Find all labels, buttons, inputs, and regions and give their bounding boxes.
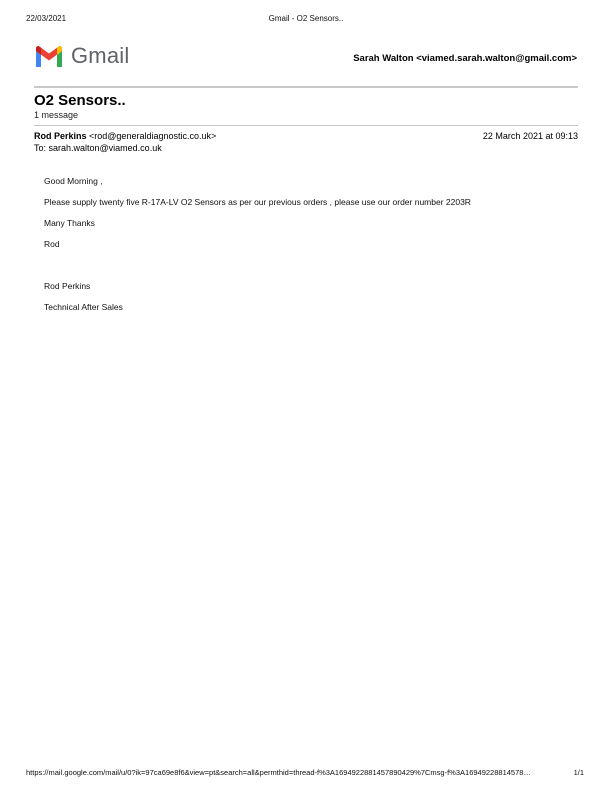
message-recipient: To: sarah.walton@viamed.co.uk: [34, 143, 162, 153]
gmail-logo: [34, 43, 134, 71]
signature-name: Rod Perkins: [44, 281, 91, 291]
body-thanks: Many Thanks: [44, 218, 95, 228]
print-page-title: Gmail - O2 Sensors..: [268, 14, 344, 23]
print-page-number: 1/1: [573, 768, 584, 777]
sender-email[interactable]: <rod@generaldiagnostic.co.uk>: [89, 131, 217, 141]
thread-subject: O2 Sensors..: [34, 92, 126, 109]
body-signoff: Rod: [44, 239, 60, 249]
print-url: https://mail.google.com/mail/u/0?ik=97ca69e8f6&view=pt&search=all&permthid=thread-f%3A1694922881457890429%7Cmsg-f%3A16949228814578…: [26, 768, 531, 777]
message-date: 22 March 2021 at 09:13: [482, 131, 578, 141]
message-count: 1 message: [34, 110, 79, 120]
message-divider: [34, 125, 578, 126]
gmail-m-icon: [34, 45, 64, 69]
body-greeting: Good Morning ,: [44, 176, 103, 186]
signature-title: Technical After Sales: [44, 302, 123, 312]
body-request: Please supply twenty five R-17A-LV O2 Sensors as per our previous orders , please use our order number 2203R: [44, 197, 471, 207]
print-date: 22/03/2021: [26, 14, 67, 23]
sender-name: Rod Perkins: [34, 131, 87, 141]
gmail-wordmark: Gmail: [71, 43, 130, 68]
header-divider: [34, 86, 578, 88]
message-sender: [34, 131, 216, 141]
account-label: Sarah Walton <viamed.sarah.walton@gmail.com>: [353, 53, 577, 64]
